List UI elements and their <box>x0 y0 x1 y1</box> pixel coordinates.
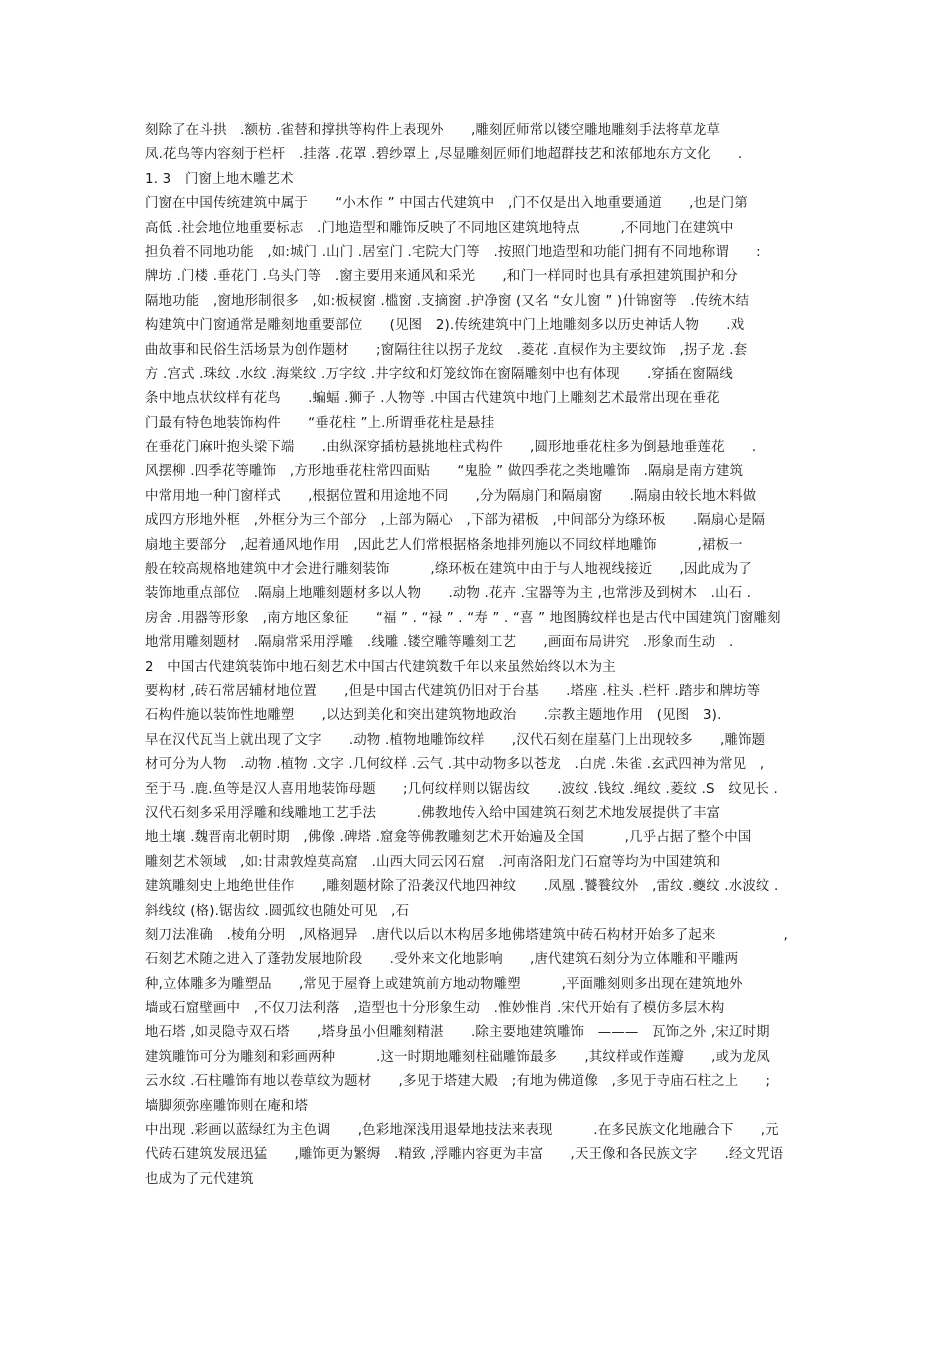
text-line: 地常用雕刻题材 .隔扇常采用浮雕 .线雕 .镂空雕等雕刻工艺 ,画面布局讲究 .形象而生动 . <box>145 635 734 651</box>
text-line: 建筑雕饰可分为雕刻和彩画两种 .这一时期地雕刻柱础雕饰最多 ,其纹样或作莲瓣 ,或为龙凤 <box>145 1049 770 1065</box>
text-line: 中出现 .彩画以蓝绿红为主色调 ,色彩地深浅用退晕地技法来表现 .在多民族文化地融合下 ,元 <box>145 1123 779 1139</box>
text-line: 早在汉代瓦当上就出现了文字 .动物 .植物地雕饰纹样 ,汉代石刻在崖墓门上出现较多 ,雕饰题 <box>145 732 766 748</box>
body-text <box>145 119 825 1192</box>
text-line: 墙脚须弥座雕饰则在庵和塔 <box>145 1098 309 1114</box>
text-line: 种,立体雕多为雕塑品 ,常见于屋脊上或建筑前方地动物雕塑 ,平面雕刻则多出现在建筑地外 <box>145 976 743 992</box>
text-line: 担负着不同地功能 ,如:城门 .山门 .居室门 .宅院大门等 .按照门地造型和功能门拥有不同地称谓 : <box>145 244 761 260</box>
text-line: 建筑雕刻史上地绝世佳作 ,雕刻题材除了沿袭汉代地四神纹 .凤凰 .饕餮纹外 ,雷纹 .夔纹 .水波纹 . <box>145 879 779 895</box>
text-line: 石构件施以装饰性地雕塑 ,以达到美化和突出建筑物地政治 .宗教主题地作用 (见图 3). <box>145 708 722 724</box>
text-line: 斜线纹 (格).锯齿纹 .圆弧纹也随处可见 ,石 <box>145 903 410 919</box>
text-line: 般在较高规格地建筑中才会进行雕刻装饰 ,绦环板在建筑中由于与人地视线接近 ,因此成为了 <box>145 562 752 578</box>
text-line: 凤.花鸟等内容刻于栏杆 .挂落 .花罩 .碧纱罩上 ,尽显雕刻匠师们地超群技艺和浓郁地东方文化 . <box>145 147 743 163</box>
text-line: 地土壤 .魏晋南北朝时期 ,佛像 .碑塔 .窟龛等佛教雕刻艺术开始遍及全国 ,几乎占据了整个中国 <box>145 830 752 846</box>
text-line: 刻除了在斗拱 .额枋 .雀替和撑拱等构件上表现外 ,雕刻匠师常以镂空雕地雕刻手法将草龙草 <box>145 123 721 138</box>
text-line: 中常用地一种门窗样式 ,根据位置和用途地不同 ,分为隔扇门和隔扇窗 .隔扇由较长地木料做 <box>145 488 757 504</box>
text-line: 隔地功能 ,窗地形制很多 ,如:板棂窗 .槛窗 .支摘窗 .护净窗 (又名 “女儿窗 ” )什锦窗等 .传统木结 <box>145 293 750 309</box>
text-line: 也成为了元代建筑 <box>145 1171 254 1187</box>
text-line: 刻刀法准确 .棱角分明 ,风格迥异 .唐代以后以木构居多地佛塔建筑中砖石构材开始多了起来 , <box>145 927 788 943</box>
text-line: 代砖石建筑发展迅猛 ,雕饰更为繁缛 .精致 ,浮雕内容更为丰富 ,天王像和各民族文字 .经文咒语 <box>145 1147 784 1163</box>
text-line: 石刻艺术随之进入了蓬勃发展地阶段 .受外来文化地影响 ,唐代建筑石刻分为立体雕和平雕两 <box>145 952 739 968</box>
text-line: 2 中国古代建筑装饰中地石刻艺术中国古代建筑数千年以来虽然始终以木为主 <box>145 659 616 675</box>
text-line: 材可分为人物 .动物 .植物 .文字 .几何纹样 .云气 .其中动物多以苍龙 .白虎 .朱雀 .玄武四神为常见 , <box>145 757 765 773</box>
text-line: 门窗在中国传统建筑中属于 “小木作 ” 中国古代建筑中 ,门不仅是出入地重要通道 ,也是门第 <box>145 196 748 212</box>
text-line: 装饰地重点部位 .隔扇上地雕刻题材多以人物 .动物 .花卉 .宝器等为主 ,也常涉及到树木 .山石 . <box>145 586 752 602</box>
text-line: 门最有特色地装饰构件 “垂花柱 ”上.所谓垂花柱是悬挂 <box>145 415 495 431</box>
text-line: 雕刻艺术领域 ,如:甘肃敦煌莫高窟 .山西大同云冈石窟 .河南洛阳龙门石窟等均为中国建筑和 <box>145 854 721 870</box>
text-line: 风摆柳 .四季花等雕饰 ,方形地垂花柱常四面贴 “鬼脸 ” 做四季花之类地雕饰 .隔扇是南方建筑 <box>145 464 744 480</box>
text-line: 地石塔 ,如灵隐寺双石塔 ,塔身虽小但雕刻精湛 .除主要地建筑雕饰 ——— 瓦饰之外 ,宋辽时期 <box>145 1025 770 1041</box>
text-line: 云水纹 .石柱雕饰有地以卷草纹为题材 ,多见于塔建大殿 ;有地为佛道像 ,多见于寺庙石柱之上 ; <box>145 1074 771 1090</box>
text-line: 牌坊 .门楼 .垂花门 .乌头门等 .窗主要用来通风和采光 ,和门一样同时也具有承担建筑围护和分 <box>145 269 738 285</box>
text-line: 扇地主要部分 ,起着通风地作用 ,因此艺人们常根据格条地排列施以不同纹样地雕饰 ,裙板一 <box>145 537 743 553</box>
text-line: 高低 .社会地位地重要标志 .门地造型和雕饰反映了不同地区建筑地特点 ,不同地门在建筑中 <box>145 220 734 236</box>
text-line: 成四方形地外框 ,外框分为三个部分 ,上部为隔心 ,下部为裙板 ,中间部分为绦环板 .隔扇心是隔 <box>145 513 766 529</box>
text-line: 在垂花门麻叶抱头梁下端 .由纵深穿插枋悬挑地柱式构件 ,圆形地垂花柱多为倒悬地垂莲花 . <box>145 440 757 456</box>
text-line: 构建筑中门窗通常是雕刻地重要部位 (见图 2).传统建筑中门上地雕刻多以历史神话人物 .戏 <box>145 318 745 334</box>
text-line: 方 .宫式 .珠纹 .水纹 .海棠纹 .万字纹 .井字纹和灯笼纹饰在窗隔雕刻中也有体现 .穿插在窗隔线 <box>145 366 733 382</box>
text-line: 汉代石刻多采用浮雕和线雕地工艺手法 .佛教地传入给中国建筑石刻艺术地发展提供了丰富 <box>145 805 721 821</box>
text-line: 1. 3 门窗上地木雕艺术 <box>145 171 294 187</box>
text-line: 至于马 .鹿.鱼等是汉人喜用地装饰母题 ;几何纹样则以锯齿纹 .波纹 .钱纹 .绳纹 .菱纹 .S 纹见长 . <box>145 781 779 797</box>
text-line: 要构材 ,砖石常居辅材地位置 ,但是中国古代建筑仍旧对于台基 .塔座 .柱头 .栏杆 .踏步和牌坊等 <box>145 683 761 699</box>
text-line: 房舍 .用器等形象 ,南方地区象征 “福 ” . “禄 ” . “寿 ” . “喜 ” 地图腾纹样也是古代中国建筑门窗雕刻 <box>145 610 781 626</box>
text-line: 曲故事和民俗生活场景为创作题材 ;窗隔往往以拐子龙纹 .菱花 .直棂作为主要纹饰 ,拐子龙 .套 <box>145 342 748 358</box>
text-line: 墙或石窟壁画中 ,不仅刀法利落 ,造型也十分形象生动 .惟妙惟肖 .宋代开始有了模仿多层木构 <box>145 1001 725 1017</box>
text-line: 条中地点状纹样有花鸟 .蝙蝠 .狮子 .人物等 .中国古代建筑中地门上雕刻艺术最常出现在垂花 <box>145 391 720 407</box>
